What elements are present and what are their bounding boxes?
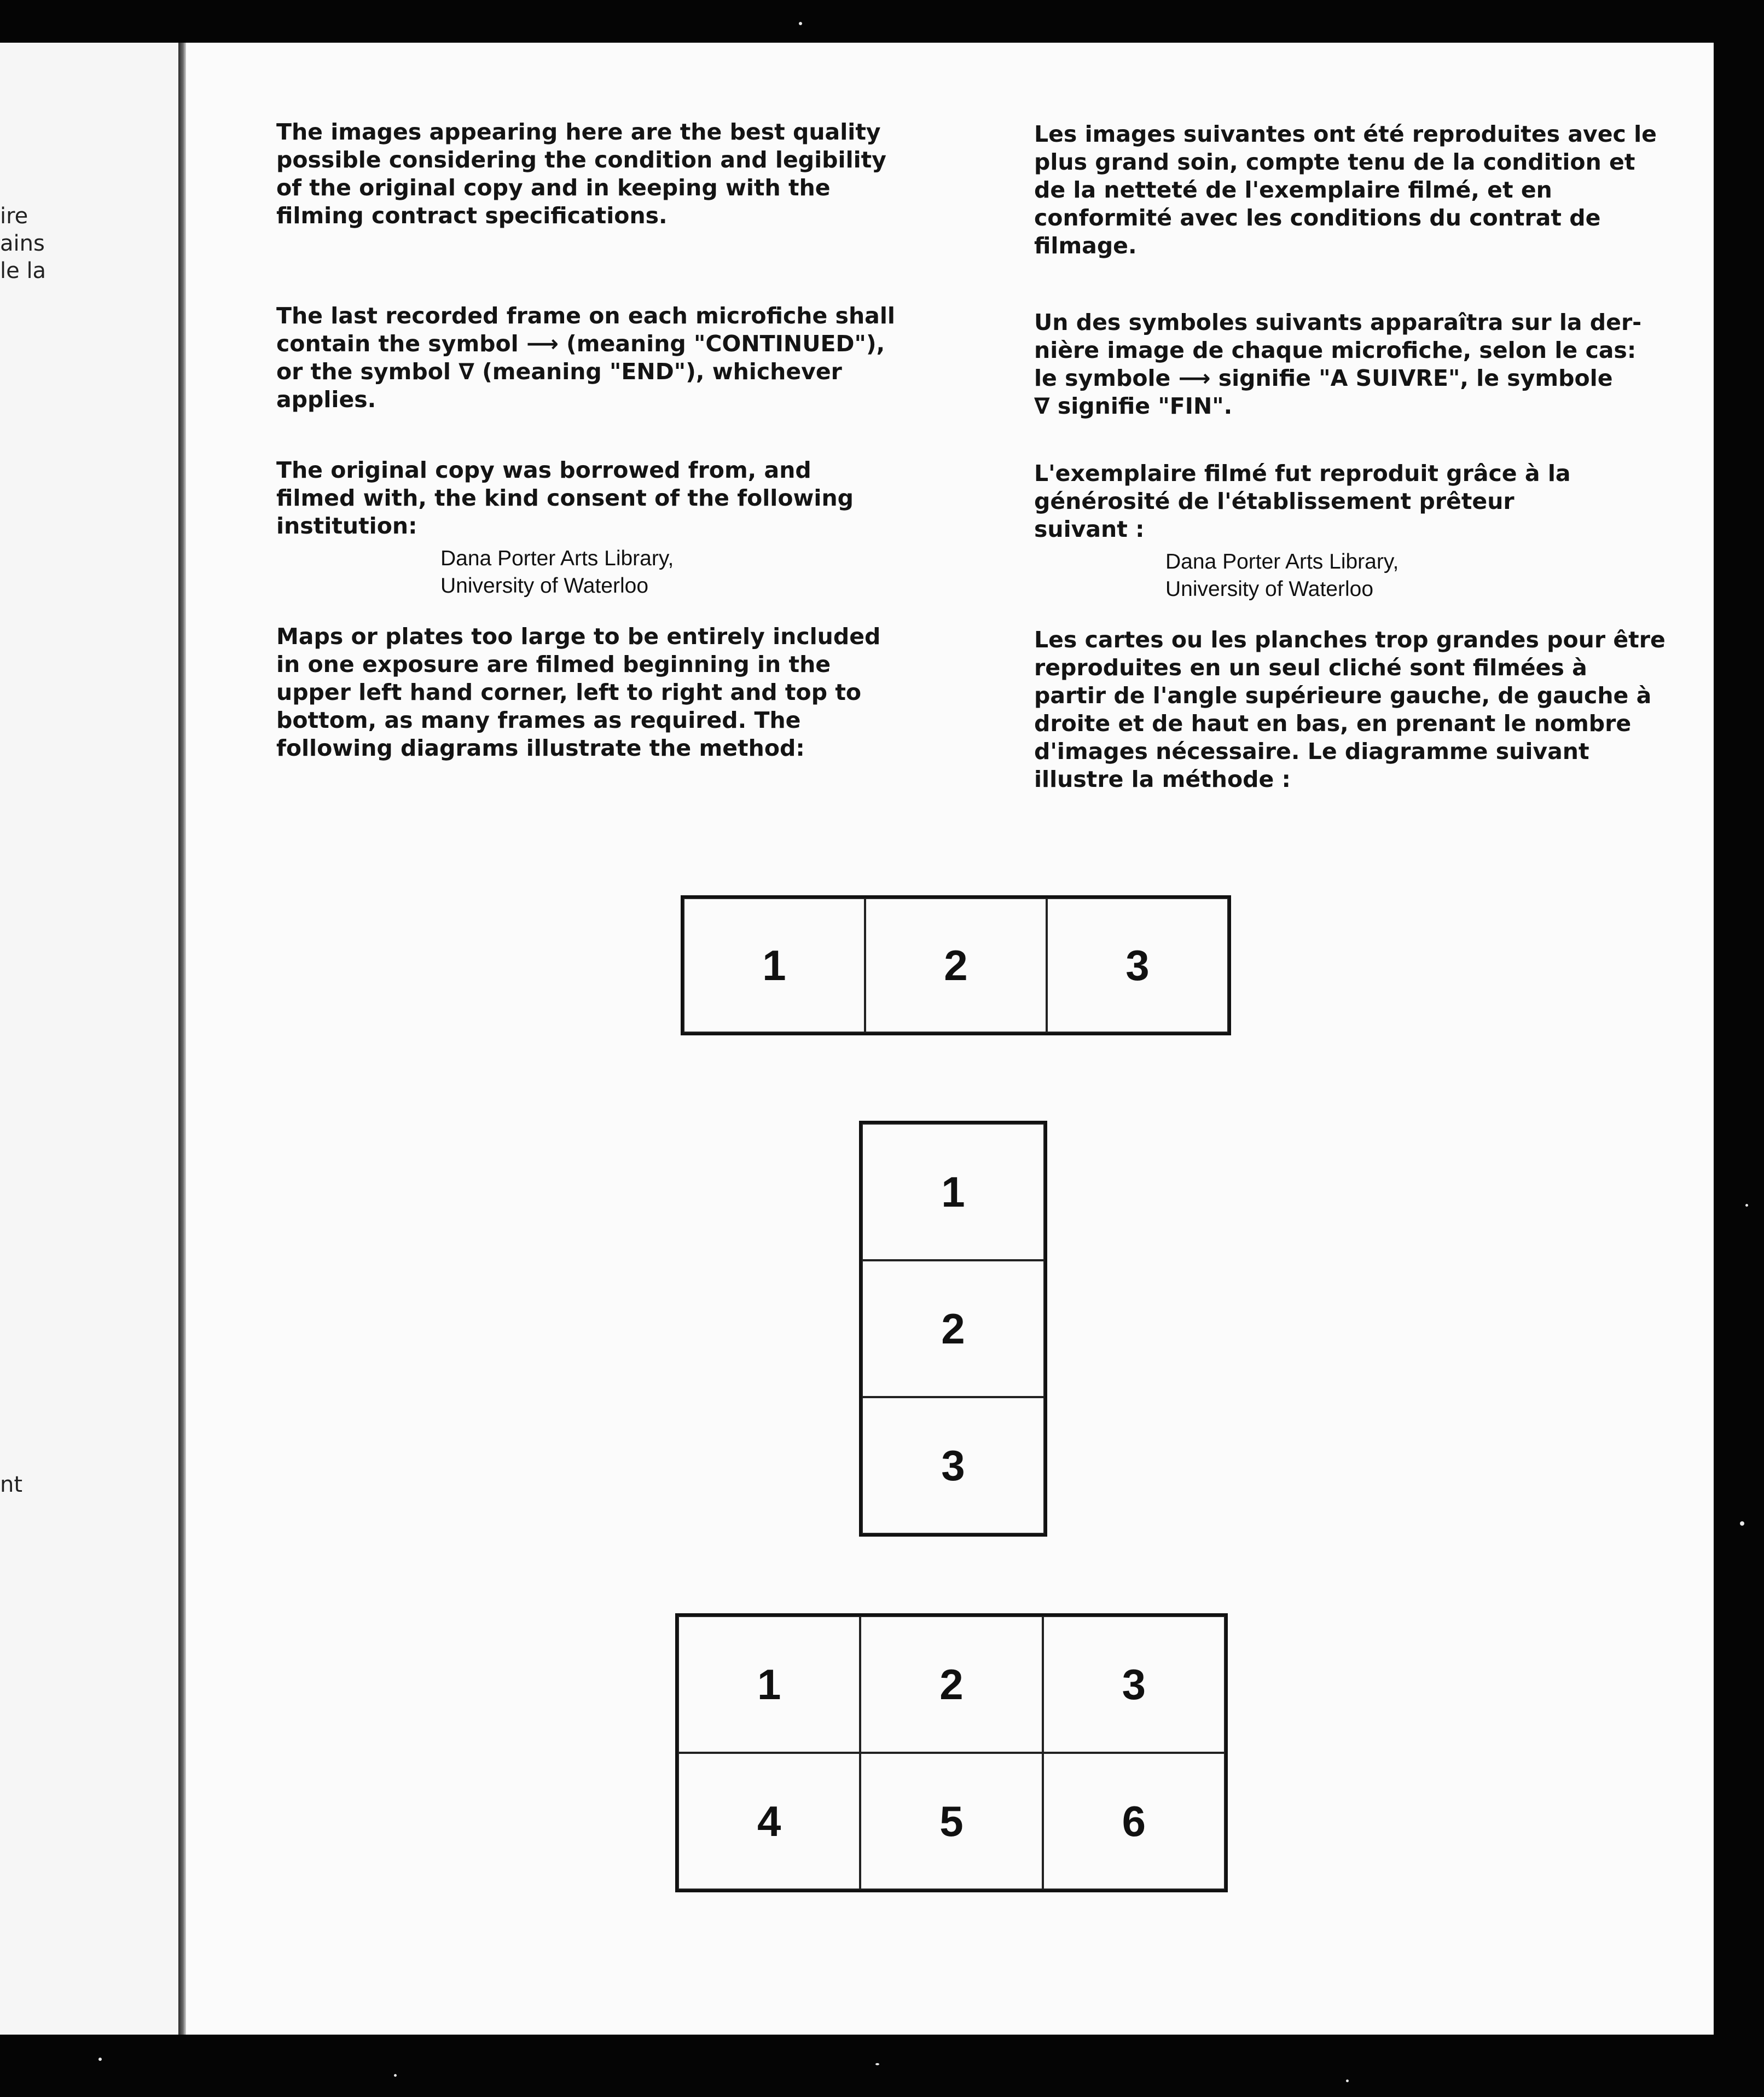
frame-cell: 3 bbox=[1043, 1616, 1225, 1753]
previous-page-edge bbox=[0, 43, 181, 2035]
previous-page-fragment: nt bbox=[0, 1472, 23, 1497]
scan-dust bbox=[875, 2063, 879, 2065]
scan-dust bbox=[799, 22, 802, 25]
english-quality-paragraph: The images appearing here are the best quality possible considering the condition and legibility of the original copy and in keeping with the filming contract specifications. bbox=[276, 119, 887, 229]
scan-dust bbox=[394, 2074, 397, 2077]
page bbox=[186, 43, 1714, 2035]
english-institution: Dana Porter Arts Library, University of Waterloo bbox=[440, 547, 674, 598]
scan-dust bbox=[1745, 1204, 1748, 1207]
scan-dust bbox=[1740, 1521, 1744, 1526]
frame-cell: 6 bbox=[1043, 1753, 1225, 1890]
page-gutter bbox=[178, 43, 186, 2035]
frame-cell: 1 bbox=[678, 1616, 860, 1753]
previous-page-fragment: le la bbox=[0, 258, 47, 283]
frame-cell: 2 bbox=[865, 898, 1047, 1033]
diagram-horizontal-frames bbox=[681, 895, 1231, 1035]
previous-page-fragment: ire bbox=[0, 204, 28, 229]
frame-cell: 1 bbox=[862, 1123, 1045, 1260]
diagram-grid-frames bbox=[675, 1613, 1228, 1892]
french-quality-paragraph: Les images suivantes ont été reproduites avec le plus grand soin, compte tenu de la condition et de la netteté de l'exemplaire filmé, et en conformité avec les conditions du contrat de filmage. bbox=[1034, 121, 1657, 259]
frame-cell: 1 bbox=[683, 898, 865, 1033]
scan-dust bbox=[1346, 2079, 1349, 2082]
frame-cell: 2 bbox=[860, 1616, 1042, 1753]
english-maps-paragraph: Maps or plates too large to be entirely included in one exposure are filmed beginning in the upper left hand corner, left to right and top to bottom, as many frames as required. The following diagrams illustrate the method: bbox=[276, 623, 881, 761]
scan-dust bbox=[98, 2058, 102, 2061]
frame-cell: 4 bbox=[678, 1753, 860, 1890]
frame-cell: 3 bbox=[1047, 898, 1228, 1033]
previous-page-fragment: ains bbox=[0, 231, 45, 256]
frame-cell: 3 bbox=[862, 1397, 1045, 1534]
french-symbol-paragraph: Un des symboles suivants apparaîtra sur la der- nière image de chaque microfiche, selon le cas: le symbole ⟶ signifie "A SUIVRE", le symbole ∇ signifie "FIN". bbox=[1034, 309, 1642, 419]
english-consent-paragraph: The original copy was borrowed from, and filmed with, the kind consent of the following institution: bbox=[276, 457, 854, 539]
french-institution: Dana Porter Arts Library, University of Waterloo bbox=[1165, 550, 1399, 601]
french-maps-paragraph: Les cartes ou les planches trop grandes pour être reproduites en un seul cliché sont filmées à partir de l'angle supérieure gauche, de gauche à droite et de haut en bas, en prenant le nombre d'images nécessaire. Le diagramme suivant illustre la méthode : bbox=[1034, 627, 1666, 792]
frame-cell: 2 bbox=[862, 1260, 1045, 1397]
english-symbol-paragraph: The last recorded frame on each microfiche shall contain the symbol ⟶ (meaning "CONTINUED"), or the symbol ∇ (meaning "END"), whichever applies. bbox=[276, 303, 895, 413]
frame-cell: 5 bbox=[860, 1753, 1042, 1890]
diagram-vertical-frames bbox=[859, 1121, 1047, 1537]
french-consent-paragraph: L'exemplaire filmé fut reproduit grâce à la générosité de l'établissement prêteur suivant : bbox=[1034, 460, 1571, 542]
